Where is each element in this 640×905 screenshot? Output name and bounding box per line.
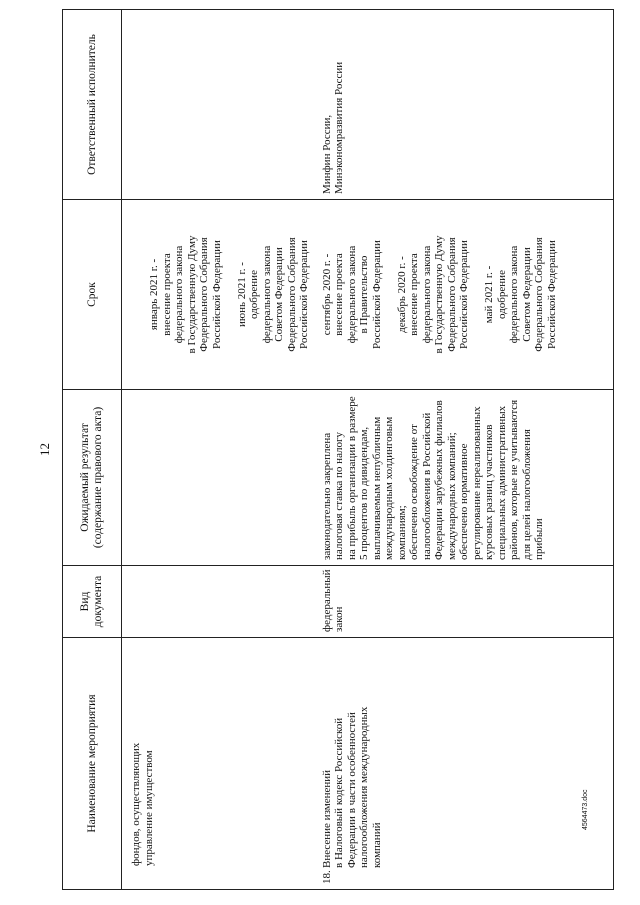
page-number: 12 bbox=[37, 443, 52, 456]
page-number-wrap bbox=[37, 440, 53, 470]
table-row bbox=[122, 10, 313, 890]
row-1-term: сентябрь 2020 г. - внесение проекта федерального закона в Правительство Российской Федерации декабрь 2020 г. - внесение проекта федерального закона в Государственную Думу Федерального Собрания Российской Федерации май 2021 г. - одобрение федерального закона Советом Федерации Федерального Собрания Российской Федерации bbox=[320, 235, 558, 354]
rotated-table-container bbox=[62, 10, 614, 890]
row-1-name-cell bbox=[313, 638, 614, 890]
row-0-name: фондов, осуществляющих управление имуществом bbox=[130, 742, 155, 866]
header-executor: Ответственный исполнитель bbox=[63, 10, 122, 200]
header-term: Срок bbox=[63, 200, 122, 390]
row-1-term-cell bbox=[313, 200, 614, 390]
measures-table bbox=[62, 9, 614, 890]
header-result: Ожидаемый результат (содержание правового акта) bbox=[63, 390, 122, 566]
header-doc-type: Вид документа bbox=[63, 566, 122, 638]
row-1-result: законодательно закреплена налоговая ставка по налогу на прибыль организации в размере 5 процентов по дивидендам, выплачиваемым непубличным международным холдинговым компаниям; обеспечено освобождение от налогообложения в Российской Федерации зарубежных филиалов международных компаний; обеспечено нормативное регулирование нереализованных курсовых разниц участников специальных административных районов, которые не учитываются для целей налогообложения прибыли bbox=[320, 396, 545, 560]
row-1-executor-cell bbox=[313, 10, 614, 200]
row-1-number: 18. bbox=[320, 870, 333, 884]
row-0-term-cell bbox=[122, 200, 313, 390]
row-0-result bbox=[122, 390, 313, 566]
footer-doc-code: 4564473.doc bbox=[582, 789, 589, 830]
row-0-executor bbox=[122, 10, 313, 200]
row-0-term: январь 2021 г. - внесение проекта федерального закона в Государственную Думу Федерального Собрания Российской Федерации июнь 2021 г. - одобрение федерального закона Советом Федерации Федерального Собрания Российской Федерации bbox=[148, 235, 310, 354]
header-name: Наименование мероприятия bbox=[63, 638, 122, 890]
row-0-name-cell bbox=[122, 638, 313, 890]
row-1-result-cell bbox=[313, 390, 614, 566]
row-0-doc-type bbox=[122, 566, 313, 638]
row-1-executor: Минфин России, Минэкономразвития России bbox=[320, 61, 345, 194]
row-1-doc-type-cell bbox=[313, 566, 614, 638]
table-header-row bbox=[63, 10, 122, 890]
row-1-doc-type: федеральный закон bbox=[320, 569, 345, 632]
row-1-name: Внесение изменений в Налоговый кодекс Российской Федерации в части особенностей налогообложения международных компаний bbox=[320, 706, 383, 868]
table-row bbox=[313, 10, 614, 890]
